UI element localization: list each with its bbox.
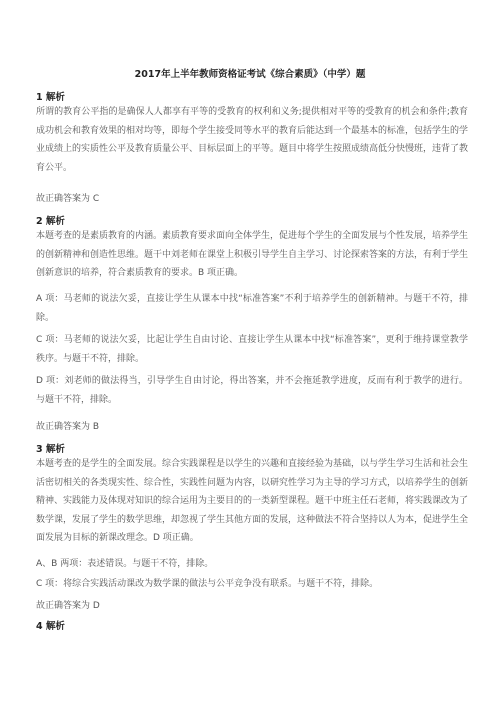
section-paragraph: C 项：马老师的说法欠妥，比起让学生自由讨论、直接让学生从课本中找“标准答案”，更利于维持课堂教学秩序。与题干不符，排除。 — [36, 335, 468, 364]
section-heading: 1 解析 — [36, 92, 65, 103]
answer-line: 故正确答案为 D — [36, 601, 100, 611]
section-paragraph: C 项：将综合实践活动课改为数学课的做法与公平竞争没有联系。与题干不符，排除。 — [36, 579, 379, 589]
section-paragraph: 所谓的教育公平指的是确保人人都享有平等的受教育的权利和义务;提供相对平等的受教育的机会和条件;教育成功机会和教育效果的相对均等，即每个学生接受同等水平的教育后能达到一个最基本的标准，包括学生的学业成绩上的实质性公平及教育质量公平、目标层面上的平等。题目中将学生按照成绩高低分快慢班，违背了教育公平。 — [36, 107, 469, 173]
section-heading: 3 解析 — [36, 444, 65, 455]
section-paragraph: D 项：刘老师的做法得当，引导学生自由讨论，得出答案，并不会拖延教学进度，反而有利于教学的进行。与题干不符，排除。 — [36, 376, 468, 405]
answer-line: 故正确答案为 C — [36, 194, 100, 204]
section-paragraph: 本题考查的是素质教育的内涵。素质教育要求面向全体学生，促进每个学生的全面发展与个性发展，培养学生的创新精神和创造性思维。题干中刘老师在课堂上积极引导学生自主学习、讨论探索答案的方法，有利于学生创新意识的培养，符合素质教育的要求。B 项正确。 — [36, 231, 469, 278]
section-paragraph: A、B 两项：表述错误。与题干不符，排除。 — [36, 559, 214, 569]
answer-line: 故正确答案为 B — [36, 422, 100, 432]
section-heading: 2 解析 — [36, 216, 65, 227]
section-paragraph: A 项：马老师的说法欠妥，直接让学生从课本中找“标准答案”不利于培养学生的创新精神。与题干不符，排除。 — [36, 294, 468, 323]
section-paragraph: 本题考查的是学生的全面发展。综合实践课程是以学生的兴趣和直接经验为基础，以与学生学习生活和社会生活密切相关的各类现实性、综合性，实践性问题为内容，以研究性学习为主导的学习方式，以培养学生的创新精神、实践能力及体现对知识的综合运用为主要目的的一类新型课程。题干中班主任石老师，将实践课改为了数学课，发展了学生的数学思维，却忽视了学生其他方面的发展，这种做法不符合坚持以人为本，促进学生全面发展为目标的新课改理念。D 项正确。 — [36, 459, 469, 543]
document-title: 2017年上半年教师资格证考试《综合素质》（中学）题 — [134, 69, 366, 80]
section-heading: 4 解析 — [36, 621, 65, 632]
